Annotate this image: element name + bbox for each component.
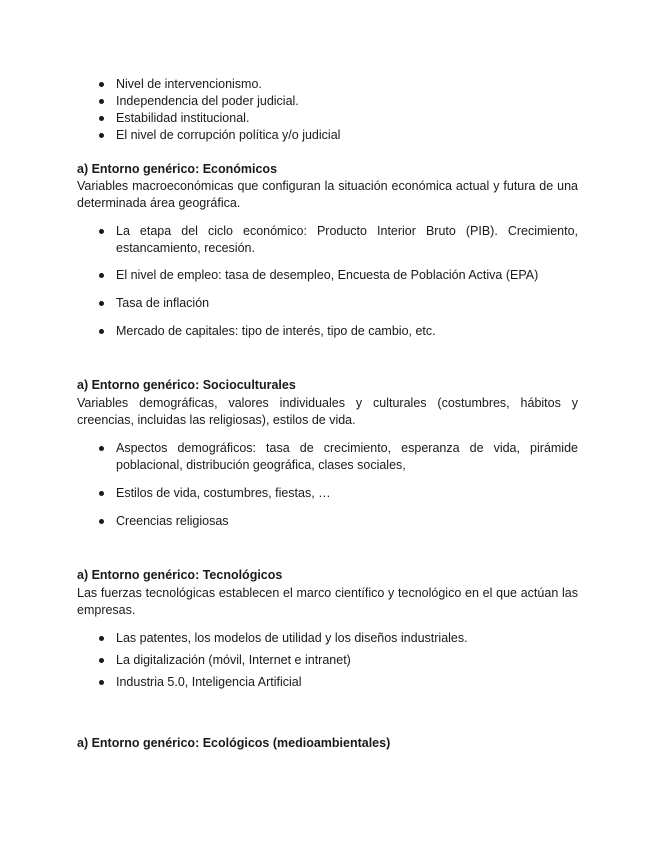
section-heading-ecologicos: a) Entorno genérico: Ecológicos (medioambientales) (77, 736, 391, 750)
section-heading-economicos: a) Entorno genérico: Económicos (77, 162, 278, 176)
section-heading-socioculturales: a) Entorno genérico: Socioculturales (77, 378, 296, 392)
list-item: Independencia del poder judicial. (116, 93, 578, 110)
list-item: El nivel de corrupción política y/o judicial (116, 127, 578, 144)
list-item: Estilos de vida, costumbres, fiestas, … (116, 485, 578, 502)
list-item: Industria 5.0, Inteligencia Artificial (116, 674, 578, 691)
list-item: El nivel de empleo: tasa de desempleo, Encuesta de Población Activa (EPA) (116, 267, 578, 284)
list-item: Mercado de capitales: tipo de interés, tipo de cambio, etc. (116, 323, 578, 340)
list-item: Nivel de intervencionismo. (116, 76, 578, 93)
list-item: La etapa del ciclo económico: Producto Interior Bruto (PIB). Crecimiento, estancamiento, recesión. (116, 224, 578, 255)
list-item: Aspectos demográficos: tasa de crecimiento, esperanza de vida, pirámide poblacional, distribución geográfica, clases sociales, (116, 441, 578, 472)
list-item: Estabilidad institucional. (116, 110, 578, 127)
list-item: Tasa de inflación (116, 295, 578, 312)
section-heading-tecnologicos: a) Entorno genérico: Tecnológicos (77, 568, 283, 582)
list-item: Las patentes, los modelos de utilidad y los diseños industriales. (116, 630, 578, 647)
list-item: La digitalización (móvil, Internet e intranet) (116, 652, 578, 669)
section-paragraph-socioculturales: Variables demográficas, valores individuales y culturales (costumbres, hábitos y creencias, incluidas las religiosas), estilos de vida. (77, 396, 578, 427)
section-paragraph-tecnologicos: Las fuerzas tecnológicas establecen el marco científico y tecnológico en el que actúan las empresas. (77, 586, 578, 617)
list-item: Creencias religiosas (116, 513, 578, 530)
section-paragraph-economicos: Variables macroeconómicas que configuran la situación económica actual y futura de una determinada área geográfica. (77, 179, 578, 210)
